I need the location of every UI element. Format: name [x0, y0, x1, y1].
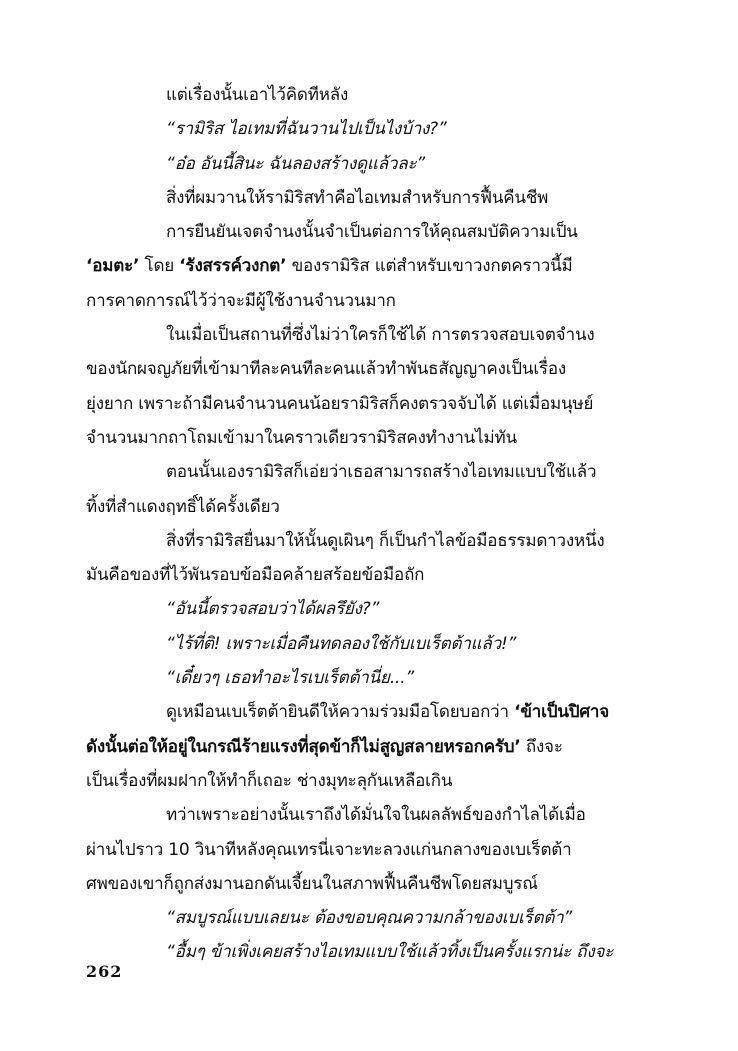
text-line: [86, 867, 652, 901]
page-number: 262: [86, 962, 123, 981]
text-run: ทว่าเพราะอย่างนั้นเราถึงได้มั่นใจในผลลัพธ์ของกำไลได้เมื่อ: [166, 805, 586, 826]
text-run: จำนวนมากถาโถมเข้ามาในคราวเดียวรามิริสคงทำงานไม่ทัน: [86, 427, 517, 448]
text-run: “รามิริส ไอเทมที่ฉันวานไปเป็นไงบ้าง?”: [166, 119, 447, 140]
text-run: ของนักผจญภัยที่เข้ามาทีละคนทีละคนแล้วทำพันธสัญญาคงเป็นเรื่อง: [86, 359, 566, 380]
text-run: ทิ้งที่สำแดงฤทธิ์ได้ครั้งเดียว: [86, 496, 280, 517]
text-line: [86, 318, 652, 352]
text-line: [86, 661, 652, 695]
text-run: แต่เรื่องนั้นเอาไว้คิดทีหลัง: [166, 85, 349, 105]
text-line: [86, 798, 652, 832]
text-line: [86, 455, 652, 489]
text-run: สิ่งที่รามิริสยื่นมาให้นั้นดูเผินๆ ก็เป็นกำไลข้อมือธรรมดาวงหนึ่ง: [166, 530, 605, 551]
text-run: ในเมื่อเป็นสถานที่ซึ่งไม่ว่าใครก็ใช้ได้ การตรวจสอบเจตจำนง: [166, 325, 595, 346]
text-line: [86, 695, 652, 729]
text-line: [86, 112, 652, 146]
text-line: [86, 558, 652, 592]
body-text: [86, 78, 652, 970]
text-run: โดย: [139, 256, 180, 277]
text-run: “สมบูรณ์แบบเลยนะ ต้องขอบคุณความกล้าของเบเร็ตต้า”: [166, 908, 573, 929]
text-line: [86, 627, 652, 661]
text-line: [86, 730, 652, 764]
text-line: [86, 833, 652, 867]
text-run: ดังนั้นต่อให้อยู่ในกรณีร้ายแรงที่สุดข้าก็ไม่สูญสลายหรอกครับ’: [86, 736, 521, 757]
text-run: ตอนนั้นเองรามิริสก็เอ่ยว่าเธอสามารถสร้างไอเทมแบบใช้แล้ว: [166, 462, 597, 483]
text-line: [86, 592, 652, 626]
text-run: มันคือของที่ไว้พันรอบข้อมือคล้ายสร้อยข้อมือถัก: [86, 565, 425, 586]
text-run: “อื้มๆ ข้าเพิ่งเคยสร้างไอเทมแบบใช้แล้วทิ้งเป็นครั้งแรกน่ะ ถึงจะ: [166, 942, 614, 963]
text-run: ศพของเขาก็ถูกส่งมานอกดันเจี้ยนในสภาพฟื้นคืนชีพโดยสมบูรณ์: [86, 873, 538, 894]
text-line: [86, 901, 652, 935]
text-run: ผ่านไปราว 10 วินาทีหลังคุณเทรนี่เจาะทะลวงแก่นกลางของเบเร็ตต้า: [86, 839, 572, 860]
text-run: การคาดการณ์ไว้ว่าจะมีผู้ใช้งานจำนวนมาก: [86, 290, 396, 311]
text-line: [86, 524, 652, 558]
text-run: ‘อมตะ’: [86, 256, 140, 277]
text-run: “อ๋อ อันนี้สินะ ฉันลองสร้างดูแล้วละ”: [166, 153, 426, 174]
text-run: ‘ข้าเป็นปิศาจ: [514, 702, 610, 723]
text-line: [86, 249, 652, 283]
text-line: [86, 78, 652, 112]
text-run: “ไร้ที่ติ! เพราะเมื่อคืนทดลองใช้กับเบเร็ตต้าแล้ว!”: [166, 633, 517, 654]
text-line: [86, 421, 652, 455]
text-line: [86, 935, 652, 969]
text-line: [86, 181, 652, 215]
text-line: [86, 215, 652, 249]
text-run: ของรามิริส แต่สำหรับเขาวงกตคราวนี้มี: [286, 256, 573, 277]
text-run: สิ่งที่ผมวานให้รามิริสทำคือไอเทมสำหรับการฟื้นคืนชีพ: [166, 187, 549, 208]
text-line: [86, 387, 652, 421]
text-run: การยืนยันเจตจำนงนั้นจำเป็นต่อการให้คุณสมบัติความเป็น: [166, 222, 578, 243]
text-run: เป็นเรื่องที่ผมฝากให้ทำก็เถอะ ช่างมุทะลุกันเหลือเกิน: [86, 770, 453, 791]
text-run: ดูเหมือนเบเร็ตต้ายินดีให้ความร่วมมือโดยบอกว่า: [166, 702, 515, 723]
text-run: ยุ่งยาก เพราะถ้ามีคนจำนวนคนน้อยรามิริสก็คงตรวจจับได้ แต่เมื่อมนุษย์: [86, 393, 594, 414]
text-line: [86, 490, 652, 524]
text-line: [86, 764, 652, 798]
text-run: “อันนี้ตรวจสอบว่าได้ผลรึยัง?”: [166, 599, 380, 620]
text-line: [86, 147, 652, 181]
text-run: “เดี๋ยวๆ เธอทำอะไรเบเร็ตต้านี่ย...”: [166, 668, 415, 689]
text-line: [86, 284, 652, 318]
text-line: [86, 352, 652, 386]
text-run: ถึงจะ: [520, 736, 563, 757]
text-run: ‘รังสรรค์วงกต’: [179, 256, 287, 277]
